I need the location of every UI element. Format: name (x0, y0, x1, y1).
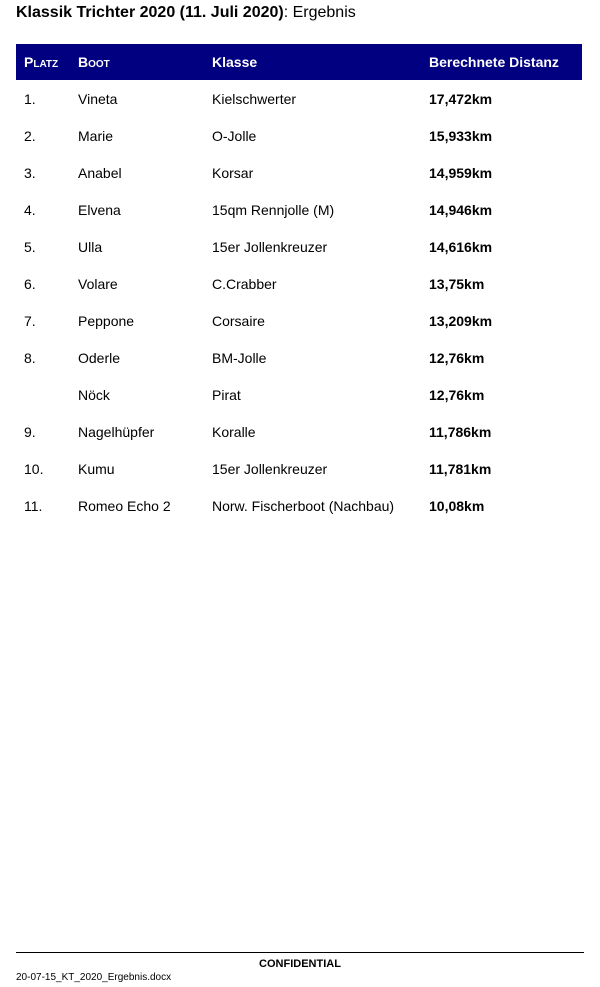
cell-boot: Oderle (78, 349, 121, 366)
table-row (16, 413, 582, 450)
table-row (16, 339, 582, 376)
cell-platz: 11. (24, 497, 43, 514)
table-row (16, 265, 582, 302)
cell-klasse: 15qm Rennjolle (M) (212, 201, 335, 218)
cell-klasse: Pirat (212, 386, 241, 403)
cell-boot: Marie (78, 127, 114, 144)
cell-boot: Vineta (78, 90, 118, 107)
table-row (16, 117, 582, 154)
table-row (16, 154, 582, 191)
results-table-header (16, 44, 582, 80)
table-row (16, 80, 582, 117)
cell-distanz: 12,76km (429, 349, 485, 366)
cell-platz: 10. (24, 460, 44, 477)
cell-distanz: 13,209km (429, 312, 493, 329)
table-row (16, 228, 582, 265)
cell-klasse: 15er Jollenkreuzer (212, 238, 328, 255)
cell-klasse: Norw. Fischerboot (Nachbau) (212, 497, 395, 514)
table-row (16, 487, 582, 524)
cell-platz: 8. (24, 349, 36, 366)
cell-boot: Nagelhüpfer (78, 423, 155, 440)
cell-platz: 9. (24, 423, 36, 440)
header-row (16, 44, 582, 80)
cell-distanz: 13,75km (429, 275, 485, 292)
cell-distanz: 14,946km (429, 201, 493, 218)
header-distanz: Berechnete Distanz (429, 44, 582, 80)
cell-distanz: 17,472km (429, 90, 493, 107)
cell-boot: Volare (78, 275, 118, 292)
cell-distanz: 12,76km (429, 386, 485, 403)
header-klasse: Klasse (212, 44, 429, 80)
cell-platz: 6. (24, 275, 36, 292)
cell-klasse: Kielschwerter (212, 90, 297, 107)
cell-boot: Elvena (78, 201, 121, 218)
cell-platz: 5. (24, 238, 36, 255)
cell-platz: 7. (24, 312, 36, 329)
cell-boot: Nöck (78, 386, 110, 403)
table-row (16, 302, 582, 339)
cell-klasse: C.Crabber (212, 275, 277, 292)
document-title-suffix: : Ergebnis (283, 4, 356, 21)
cell-boot: Romeo Echo 2 (78, 497, 171, 514)
footer-divider (16, 952, 584, 953)
cell-boot: Ulla (78, 238, 103, 255)
cell-distanz: 10,08km (429, 497, 485, 514)
cell-distanz: 15,933km (429, 127, 493, 144)
confidential-label: CONFIDENTIAL (259, 958, 341, 970)
document-title (16, 4, 356, 22)
cell-platz: 3. (24, 164, 36, 181)
cell-klasse: Corsaire (212, 312, 265, 329)
cell-distanz: 14,959km (429, 164, 493, 181)
header-platz: Platz (16, 44, 78, 80)
cell-boot: Anabel (78, 164, 122, 181)
cell-platz: 2. (24, 127, 36, 144)
cell-klasse: O-Jolle (212, 127, 257, 144)
cell-klasse: Koralle (212, 423, 256, 440)
cell-boot: Kumu (78, 460, 115, 477)
cell-distanz: 14,616km (429, 238, 493, 255)
results-table (16, 44, 582, 524)
footer-filename: 20-07-15_KT_2020_Ergebnis.docx (16, 972, 172, 983)
cell-klasse: BM-Jolle (212, 349, 267, 366)
cell-boot: Peppone (78, 312, 135, 329)
cell-klasse: Korsar (212, 164, 254, 181)
results-table-body (16, 80, 582, 524)
table-row (16, 191, 582, 228)
cell-klasse: 15er Jollenkreuzer (212, 460, 328, 477)
table-row (16, 450, 582, 487)
cell-platz: 4. (24, 201, 36, 218)
cell-platz: 1. (24, 90, 36, 107)
cell-platz (16, 376, 78, 413)
document-title-main: Klassik Trichter 2020 (11. Juli 2020) (16, 4, 284, 21)
cell-distanz: 11,786km (429, 423, 492, 440)
table-row (16, 376, 582, 413)
header-boot: Boot (78, 44, 212, 80)
cell-distanz: 11,781km (429, 460, 492, 477)
